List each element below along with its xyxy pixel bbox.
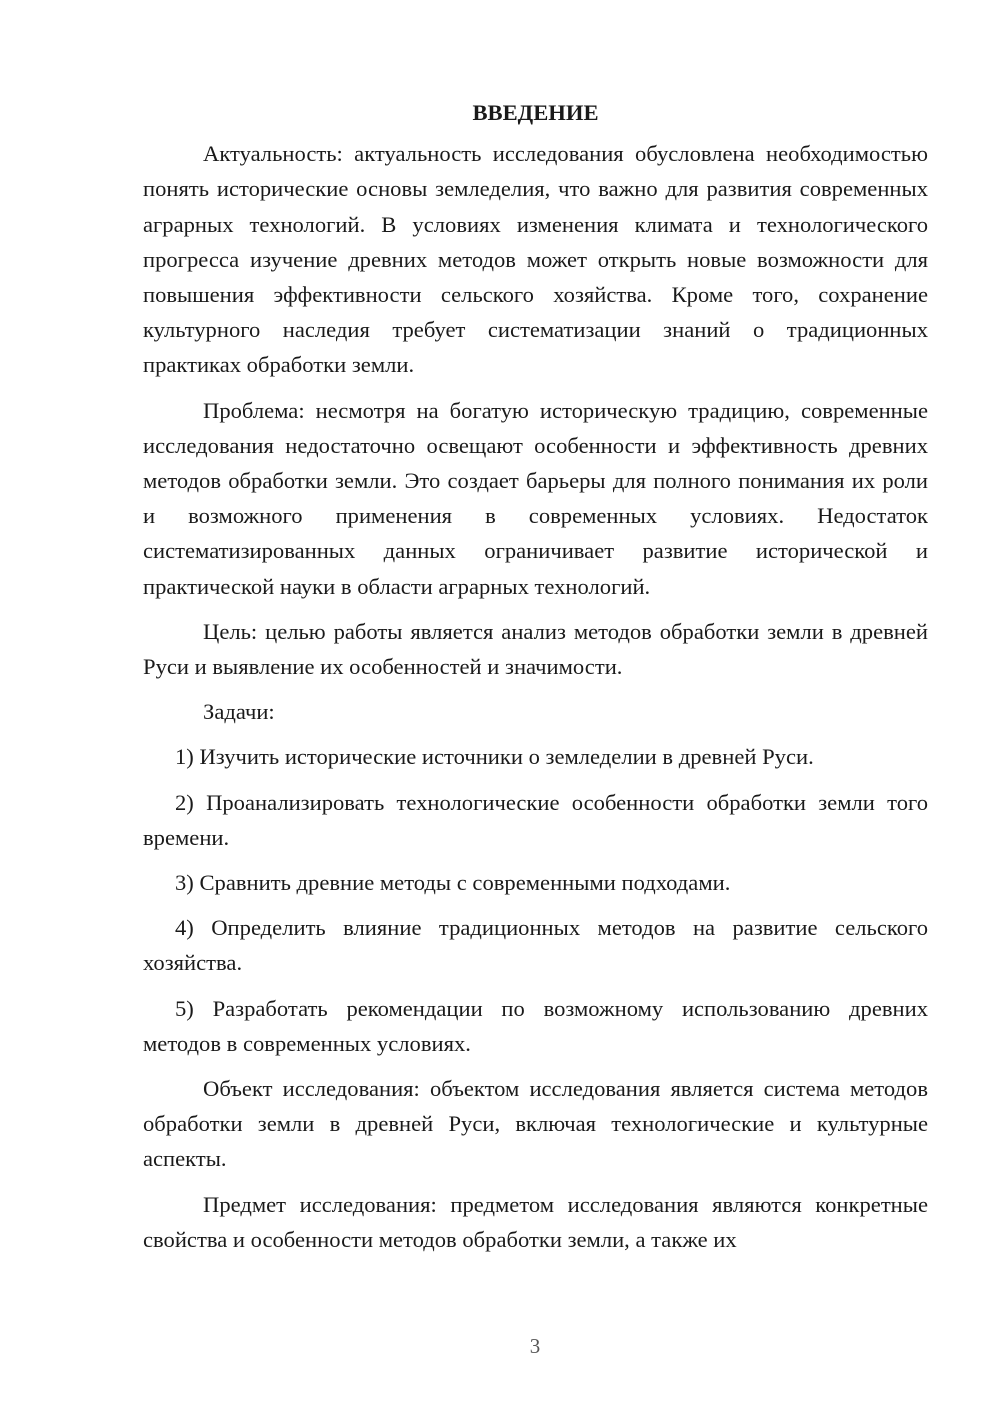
paragraph-problem: Проблема: несмотря на богатую историческую традицию, современные исследования недостаточно освещают особенности и эффективность древних методов обработки земли. Это создает барьеры для полного понимания их роли и возможного применения в современных условиях. Недостаток систематизированных данных ограничивает развитие исторической и практической науки в области аграрных технологий. <box>143 397 928 599</box>
page-content <box>143 95 928 1267</box>
task-item: 4) Определить влияние традиционных методов на развитие сельского хозяйства. <box>143 915 928 976</box>
task-item: 1) Изучить исторические источники о земледелии в древней Руси. <box>175 744 814 770</box>
tasks-list <box>143 739 928 1061</box>
page-heading: ВВЕДЕНИЕ <box>472 100 599 125</box>
paragraph-subject: Предмет исследования: предметом исследования являются конкретные свойства и особенности методов обработки земли, а также их <box>143 1191 928 1252</box>
page-number: 3 <box>529 1334 541 1358</box>
task-item: 3) Сравнить древние методы с современными подходами. <box>175 870 731 896</box>
tasks-label: Задачи: <box>203 699 275 725</box>
task-item: 5) Разработать рекомендации по возможному использованию древних методов в современных условиях. <box>143 995 928 1056</box>
paragraph-goal: Цель: целью работы является анализ методов обработки земли в древней Руси и выявление их особенностей и значимости. <box>143 618 928 680</box>
task-item: 2) Проанализировать технологические особенности обработки земли того времени. <box>143 789 928 850</box>
paragraph-object: Объект исследования: объектом исследования является система методов обработки земли в древней Руси, включая технологические и культурные аспекты. <box>143 1076 928 1172</box>
paragraph-actuality: Актуальность: актуальность исследования обусловлена необходимостью понять исторические основы земледелия, что важно для развития современных аграрных технологий. В условиях изменения климата и технологического прогресса изучение древних методов может открыть новые возможности для повышения эффективности сельского хозяйства. Кроме того, сохранение культурного наследия требует систематизации знаний о традиционных практиках обработки земли. <box>143 141 928 378</box>
